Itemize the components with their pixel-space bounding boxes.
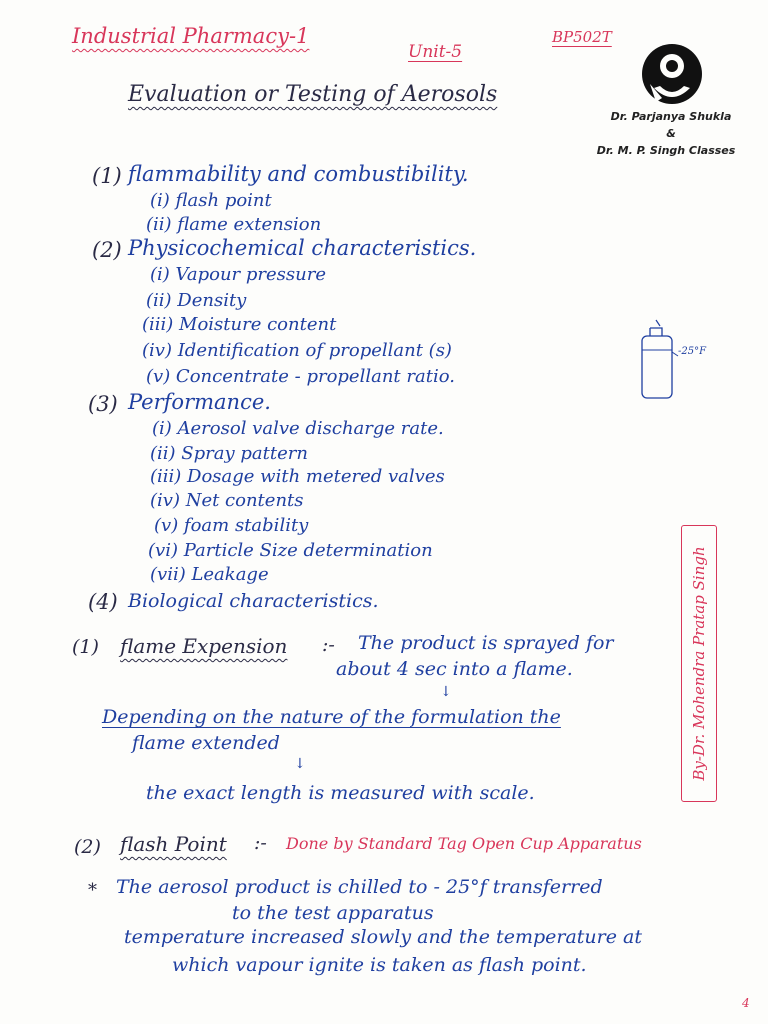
flame-line3: Depending on the nature of the formulation the xyxy=(102,706,561,728)
credit-classes: Dr. M. P. Singh Classes xyxy=(596,144,736,157)
section-2-num: (2) xyxy=(92,238,122,262)
diagram-temp-label: -25°F xyxy=(678,346,707,357)
subject-label: Industrial Pharmacy-1 xyxy=(72,24,310,48)
section-3-item: (iii) Dosage with metered valves xyxy=(150,466,445,487)
flame-line4: flame extended xyxy=(132,732,280,754)
aerosol-container-diagram xyxy=(636,316,716,406)
unit-label: Unit-5 xyxy=(408,42,463,62)
section-3-item: (vii) Leakage xyxy=(150,564,269,585)
section-3-num: (3) xyxy=(88,392,118,416)
flame-sep: :- xyxy=(322,634,335,656)
down-arrow-icon: ↓ xyxy=(440,684,452,700)
credit-amp: & xyxy=(666,127,676,140)
logo-icon xyxy=(636,36,706,110)
section-1-item: (ii) flame extension xyxy=(146,214,322,235)
section-2-item: (iii) Moisture content xyxy=(142,314,337,335)
flash-heading: flash Point xyxy=(120,832,227,856)
page-title: Evaluation or Testing of Aerosols xyxy=(128,82,498,107)
author-vertical-box xyxy=(681,525,717,802)
flash-line3: temperature increased slowly and the temperature at xyxy=(124,926,642,948)
bullet-asterisk: * xyxy=(88,880,97,901)
section-1-num: (1) xyxy=(92,164,122,188)
flame-num: (1) xyxy=(72,636,99,658)
section-2-item: (v) Concentrate - propellant ratio. xyxy=(146,366,455,387)
section-2-title: Physicochemical characteristics. xyxy=(128,236,477,260)
credit-name: Dr. Parjanya Shukla xyxy=(610,110,732,123)
section-3-item: (ii) Spray pattern xyxy=(150,443,308,464)
section-2-item: (iv) Identification of propellant (s) xyxy=(142,340,452,361)
section-1-title: flammability and combustibility. xyxy=(128,162,469,186)
flash-sep: :- xyxy=(254,832,267,854)
flash-num: (2) xyxy=(74,836,101,858)
section-2-item: (i) Vapour pressure xyxy=(150,264,326,285)
flame-heading: flame Expension xyxy=(120,634,288,658)
author-vertical-note: By-Dr. Mohendra Pratap Singh xyxy=(690,546,708,781)
page-number: 4 xyxy=(742,996,750,1010)
section-2-item: (ii) Density xyxy=(146,290,247,311)
section-4-num: (4) xyxy=(88,590,118,614)
flame-line1: The product is sprayed for xyxy=(358,632,614,654)
section-3-item: (i) Aerosol valve discharge rate. xyxy=(152,418,444,439)
section-1-item: (i) flash point xyxy=(150,190,272,211)
section-3-item: (iv) Net contents xyxy=(150,490,304,511)
section-3-title: Performance. xyxy=(128,390,271,414)
flame-line5: the exact length is measured with scale. xyxy=(146,782,535,804)
flash-line4: which vapour ignite is taken as flash point. xyxy=(172,954,587,976)
section-3-item: (v) foam stability xyxy=(154,515,309,536)
course-code: BP502T xyxy=(552,28,612,46)
down-arrow-icon: ↓ xyxy=(294,756,306,772)
section-3-item: (vi) Particle Size determination xyxy=(148,540,433,561)
section-4-title: Biological characteristics. xyxy=(128,590,379,612)
flash-method: Done by Standard Tag Open Cup Apparatus xyxy=(286,834,642,853)
flame-line2: about 4 sec into a flame. xyxy=(336,658,573,680)
flash-line2: to the test apparatus xyxy=(232,902,434,924)
flash-line1: The aerosol product is chilled to - 25°f transferred xyxy=(116,876,603,898)
